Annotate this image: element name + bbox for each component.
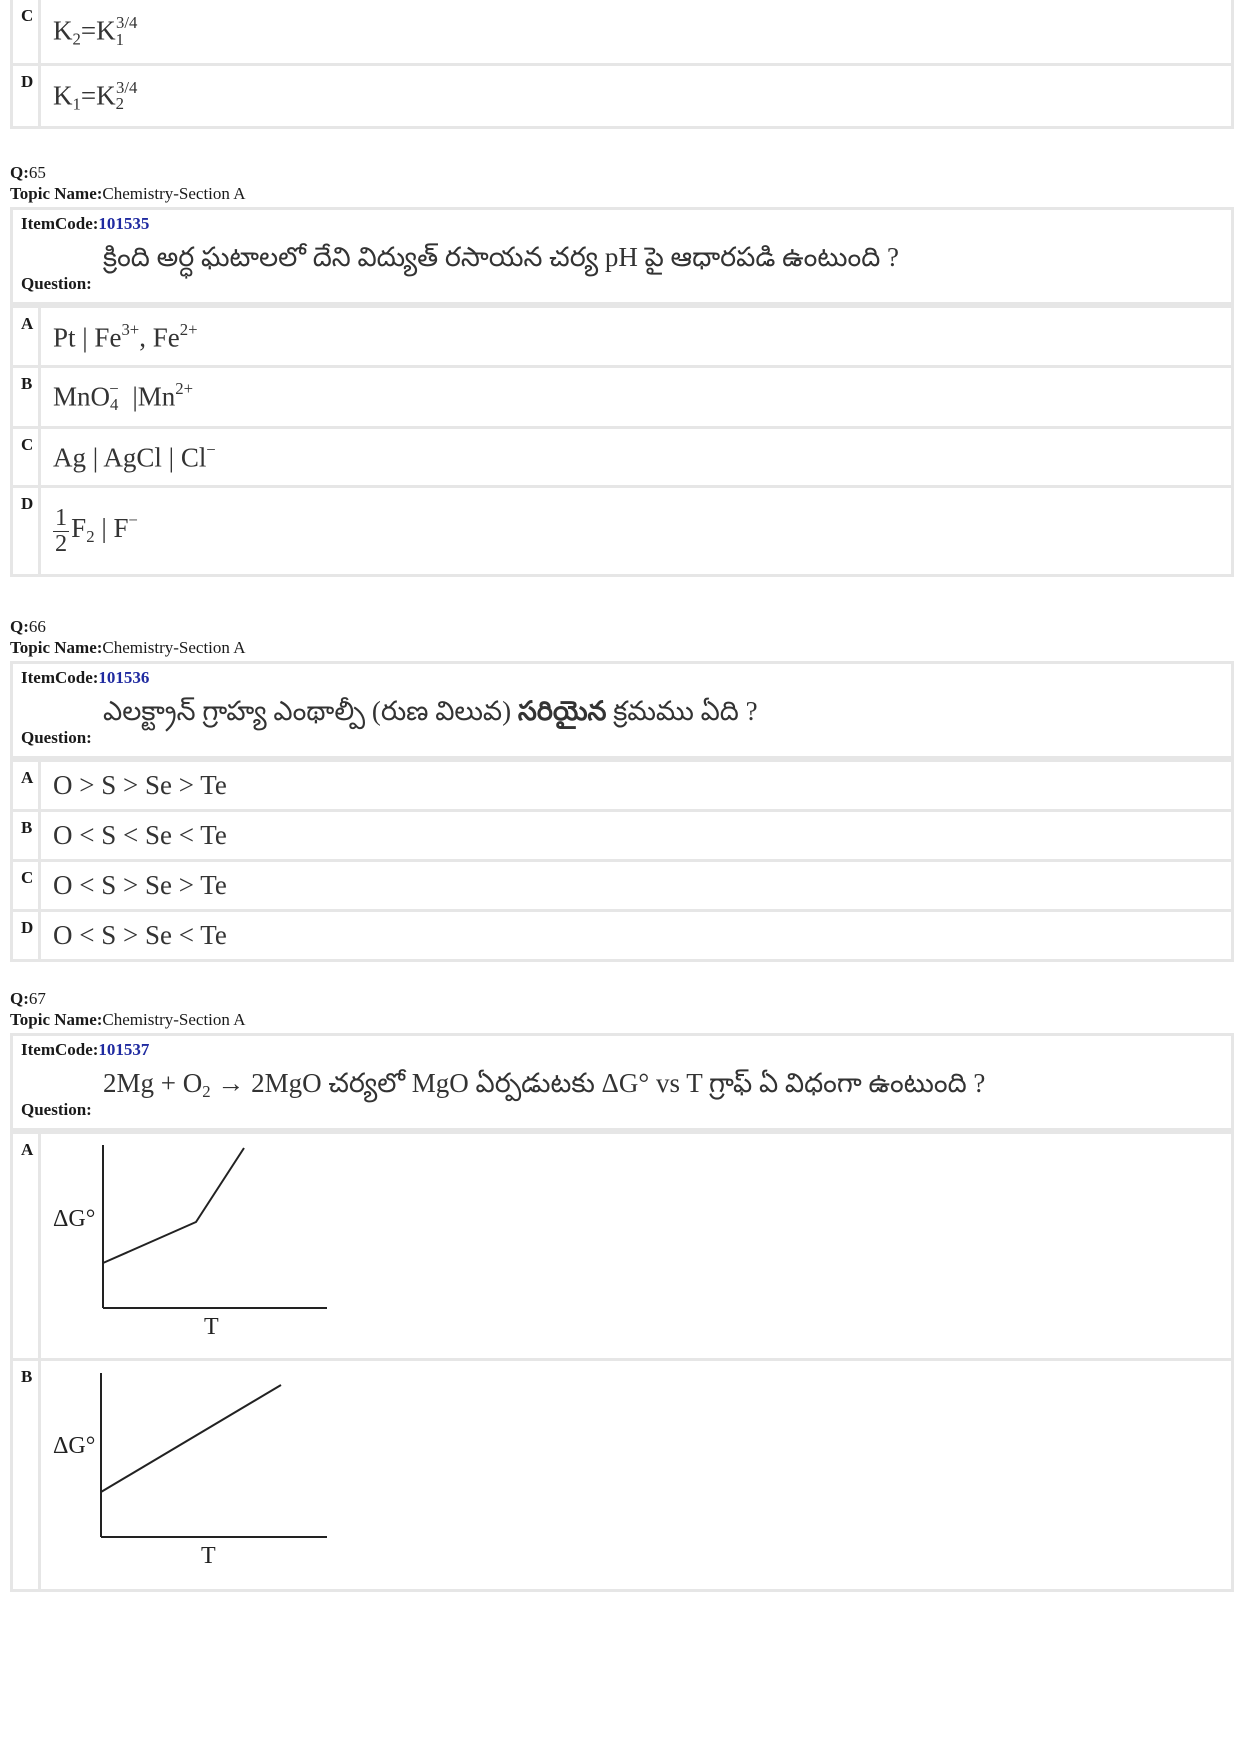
item-code: ItemCode:101537: [21, 1040, 150, 1059]
option-letter: B: [13, 812, 41, 859]
option-row-c[interactable]: [13, 426, 1231, 485]
item-code: ItemCode:101536: [21, 668, 150, 687]
question-number: Q:67: [10, 989, 46, 1008]
option-graph: [41, 1361, 1231, 1589]
option-row-b[interactable]: [13, 365, 1231, 426]
question-number: Q:66: [10, 617, 46, 636]
option-letter: A: [13, 762, 41, 809]
question-block-67: [10, 988, 1234, 1592]
question-text: ఎలక్ట్రాన్ గ్రాహ్య ఎంథాల్పీ (రుణ విలువ) సరియైన క్రమము ఏది ?: [103, 696, 758, 726]
option-letter: D: [13, 488, 41, 574]
option-row-b[interactable]: [13, 1358, 1231, 1589]
option-row-a[interactable]: [13, 305, 1231, 365]
option-text: O < S > Se > Te: [53, 870, 227, 900]
y-axis-label: ΔG°: [53, 1206, 96, 1232]
prev-options-table: [10, 0, 1234, 129]
question-text: క్రింది అర్ధ ఘటాలలో దేని విద్యుత్ రసాయన చర్య pH పై ఆధారపడి ఉంటుంది ?: [103, 242, 899, 272]
question-row: [13, 692, 1231, 756]
option-text: O > S > Se > Te: [53, 770, 227, 800]
option-text: $K_1=K_2^{3/4}$: [53, 77, 138, 114]
option-text: $\frac{1}{2}$ $F_2$ | F−: [55, 504, 138, 557]
option-row-d[interactable]: [13, 485, 1231, 574]
question-block-66: [10, 616, 1234, 962]
x-axis-label: T: [204, 1314, 219, 1340]
options-table: [10, 1131, 1234, 1592]
option-letter: A: [13, 1134, 41, 1358]
option-text: O < S < Se < Te: [53, 820, 227, 850]
question-block-65: [10, 162, 1234, 577]
options-table: [10, 759, 1234, 962]
question-box: [10, 661, 1234, 759]
option-row-d[interactable]: [13, 909, 1231, 959]
item-code: ItemCode:101535: [21, 214, 150, 233]
options-table: [10, 305, 1234, 577]
option-text: Pt | $Fe^{3+}$, $Fe^{2+}$: [53, 319, 198, 353]
option-row-c[interactable]: [13, 0, 1231, 63]
option-graph: [41, 1134, 1231, 1358]
option-row-b[interactable]: [13, 809, 1231, 859]
question-text: $2Mg + O_2 \to 2MgO$ చర్యలో MgO ఏర్పడుటకు ΔG° vs T గ్రాఫ్ ఏ విధంగా ఉంటుంది ?: [103, 1068, 986, 1102]
graph-a: [41, 1134, 341, 1354]
question-label: Question:: [21, 1100, 92, 1119]
graph-b: [41, 1361, 341, 1586]
option-row-a[interactable]: [13, 1131, 1231, 1358]
y-axis-label: ΔG°: [53, 1433, 96, 1459]
topic-name: Topic Name:Chemistry-Section A: [10, 1010, 246, 1029]
question-row: [13, 1064, 1231, 1128]
x-axis-label: T: [201, 1543, 216, 1569]
question-box: [10, 207, 1234, 305]
option-text: MnO$_4$− $|Mn^{2+}$: [53, 378, 194, 415]
topic-name: Topic Name:Chemistry-Section A: [10, 638, 246, 657]
option-row-d[interactable]: [13, 63, 1231, 126]
option-text: O < S > Se < Te: [53, 920, 227, 950]
option-letter: B: [13, 1361, 41, 1589]
option-row-c[interactable]: [13, 859, 1231, 909]
option-text: $K_2=K_1^{3/4}$: [53, 13, 138, 49]
curve-line: [101, 1385, 281, 1492]
option-letter: D: [13, 66, 41, 126]
option-letter: D: [13, 912, 41, 959]
option-letter: C: [13, 862, 41, 909]
question-box: [10, 1033, 1234, 1131]
option-letter: C: [13, 429, 41, 485]
option-letter: A: [13, 308, 41, 365]
question-label: Question:: [21, 274, 92, 293]
question-row: [13, 238, 1231, 302]
curve-line: [103, 1148, 244, 1263]
option-row-a[interactable]: [13, 759, 1231, 809]
topic-name: Topic Name:Chemistry-Section A: [10, 184, 246, 203]
question-label: Question:: [21, 728, 92, 747]
option-letter: B: [13, 368, 41, 426]
question-number: Q:65: [10, 163, 46, 182]
option-text: Ag | AgCl | Cl−: [53, 440, 216, 473]
option-letter: C: [13, 0, 41, 63]
